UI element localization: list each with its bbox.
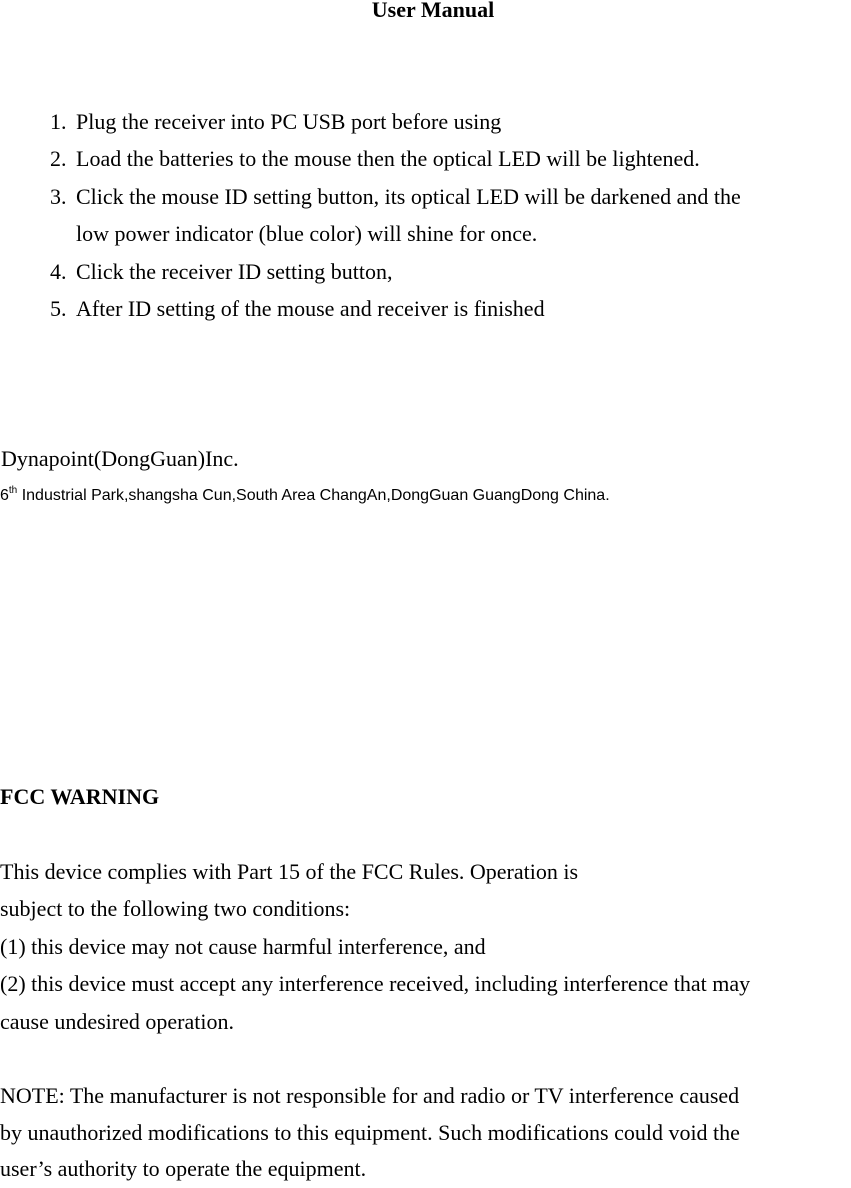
list-item <box>50 253 741 290</box>
document-title: User Manual <box>371 0 495 22</box>
setup-steps-list <box>50 103 741 327</box>
list-item <box>50 290 741 327</box>
company-address <box>0 484 610 508</box>
fcc-condition-2-line: (2) this device must accept any interference received, including interference that may <box>0 971 751 997</box>
step-text: Load the batteries to the mouse then the optical LED will be lightened. <box>76 146 700 172</box>
note-line: by unauthorized modifications to this equipment. Such modifications could void the <box>0 1119 740 1145</box>
address-text: Industrial Park,shangsha Cun,South Area ChangAn,DongGuan GuangDong China. <box>17 487 610 504</box>
address-number: 6 <box>0 487 9 504</box>
company-name: Dynapoint(DongGuan)Inc. <box>1 446 239 471</box>
fcc-warning-heading: FCC WARNING <box>0 784 160 809</box>
list-item <box>50 103 741 140</box>
step-text-continuation: low power indicator (blue color) will shine for once. <box>76 221 538 247</box>
address-ordinal-suffix: th <box>8 485 18 496</box>
fcc-note <box>0 1078 740 1188</box>
step-number: 3. <box>50 183 67 209</box>
step-number: 4. <box>50 258 67 284</box>
step-text: Click the mouse ID setting button, its optical LED will be darkened and the <box>76 183 741 209</box>
fcc-warning-body <box>0 853 750 1040</box>
step-number: 1. <box>50 109 67 134</box>
step-text: After ID setting of the mouse and receiver is finished <box>76 296 545 322</box>
step-text: Click the receiver ID setting button, <box>76 258 393 284</box>
list-item <box>50 178 741 253</box>
fcc-condition-2-line: cause undesired operation. <box>0 1008 234 1034</box>
list-item <box>50 140 741 177</box>
fcc-intro-line: subject to the following two conditions: <box>0 896 351 922</box>
fcc-condition-1: (1) this device may not cause harmful interference, and <box>0 933 486 959</box>
fcc-intro-line: This device complies with Part 15 of the FCC Rules. Operation is <box>0 859 579 884</box>
fcc-condition-2 <box>0 965 750 1040</box>
note-line: user’s authority to operate the equipment. <box>0 1156 367 1181</box>
note-line: NOTE: The manufacturer is not responsible for and radio or TV interference caused <box>0 1083 740 1108</box>
step-text: Plug the receiver into PC USB port before using <box>76 109 502 134</box>
step-number: 5. <box>50 296 67 322</box>
step-number: 2. <box>50 146 67 172</box>
